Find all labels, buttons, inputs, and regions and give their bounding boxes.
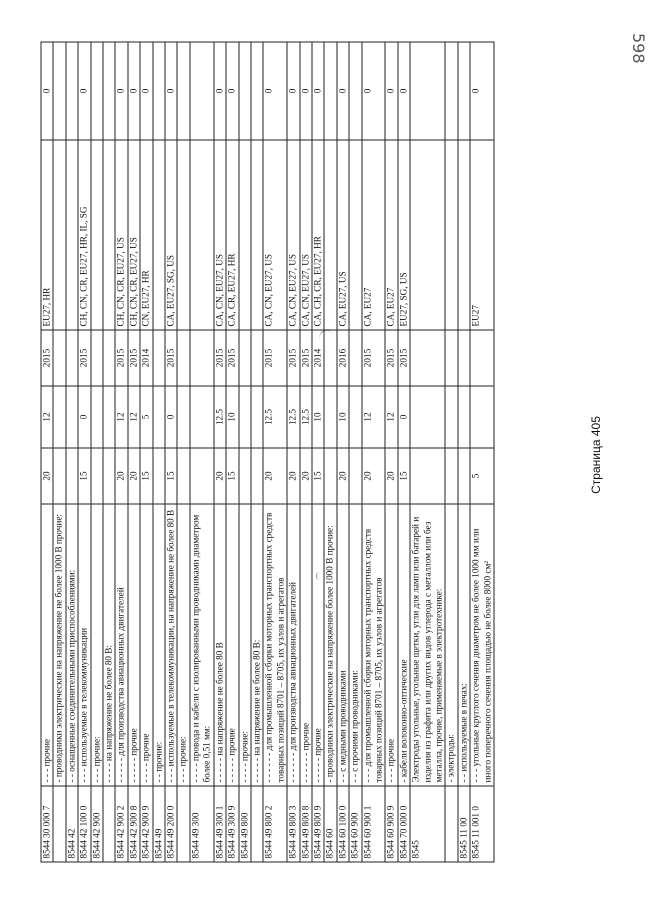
countries-cell: EU27 [470, 140, 494, 330]
rate-cell: 12 [128, 386, 140, 448]
countries-cell: CA, EU27, US [337, 140, 349, 330]
rate-cell [410, 386, 445, 448]
base-rate-cell: 15 [398, 448, 410, 504]
table-row [312, 42, 324, 862]
description-cell: - - используемые в печах: [458, 504, 470, 786]
rate-cell [103, 386, 115, 448]
year-cell [251, 330, 263, 386]
code-cell: 8544 49 800 9 [312, 786, 324, 862]
description-cell: - кабели волоконно-оптические [398, 504, 410, 786]
year-cell: 2015 [287, 330, 299, 386]
base-rate-cell: 20 [362, 448, 386, 504]
description-cell: - - - - - на напряжение не более 80 В [214, 504, 226, 786]
year-cell [177, 330, 189, 386]
final-rate-cell: 0 [398, 42, 410, 140]
rate-cell: 10 [337, 386, 349, 448]
countries-cell: CA, CN, EU27, US [263, 140, 287, 330]
description-cell: - проводники электрические на напряжение не более 1000 В прочие: [53, 504, 65, 786]
countries-cell: CA, EU27, SG, US [165, 140, 177, 330]
base-rate-cell [91, 448, 103, 504]
final-rate-cell [91, 42, 103, 140]
table-row [251, 42, 263, 862]
table-row [263, 42, 287, 862]
description-cell: - - - - - прочие [128, 504, 140, 786]
year-cell [190, 330, 214, 386]
year-cell [324, 330, 336, 386]
final-rate-cell: 0 [165, 42, 177, 140]
description-cell: - - - угольные круглого сечения диаметром не более 1000 мм или иного поперечного сечения площадью не более 8000 см² [470, 504, 494, 786]
rate-cell: 0 [165, 386, 177, 448]
table-row [153, 42, 165, 862]
table-row [41, 42, 53, 862]
description-cell: - - с прочими проводниками: [349, 504, 361, 786]
rate-cell: 12.5 [263, 386, 287, 448]
base-rate-cell [103, 448, 115, 504]
final-rate-cell [66, 42, 78, 140]
base-rate-cell: 15 [78, 448, 90, 504]
final-rate-cell: 0 [312, 42, 324, 140]
rate-cell: 12 [41, 386, 53, 448]
final-rate-cell: 0 [337, 42, 349, 140]
year-cell: 2015 [41, 330, 53, 386]
base-rate-cell: 15 [140, 448, 152, 504]
final-rate-cell: 0 [470, 42, 494, 140]
base-rate-cell: 20 [300, 448, 312, 504]
description-cell: - - - - - прочие [312, 504, 324, 786]
rate-cell: 5 [140, 386, 152, 448]
code-cell: 8544 49 200 0 [165, 786, 177, 862]
table-row [470, 42, 494, 862]
base-rate-cell [66, 448, 78, 504]
countries-cell [324, 140, 336, 330]
base-rate-cell: 15 [226, 448, 238, 504]
base-rate-cell: 15 [312, 448, 324, 504]
base-rate-cell [458, 448, 470, 504]
table-row [349, 42, 361, 862]
final-rate-cell: 0 [78, 42, 90, 140]
code-cell: 8544 49 300 9 [226, 786, 238, 862]
year-cell [66, 330, 78, 386]
year-cell [91, 330, 103, 386]
tariff-table [41, 42, 495, 863]
year-cell: 2015 [362, 330, 386, 386]
table-row [53, 42, 65, 862]
code-cell: 8544 42 100 0 [78, 786, 90, 862]
final-rate-cell: 0 [214, 42, 226, 140]
rate-cell [66, 386, 78, 448]
table-row [165, 42, 177, 862]
rate-cell: 12.5 [287, 386, 299, 448]
code-cell: 8544 60 900 [349, 786, 361, 862]
base-rate-cell [410, 448, 445, 504]
table-row [103, 42, 115, 862]
final-rate-cell [445, 42, 457, 140]
countries-cell [445, 140, 457, 330]
description-cell: - - прочие: [153, 504, 165, 786]
table-row [398, 42, 410, 862]
code-cell: 8544 49 [153, 786, 165, 862]
base-rate-cell [251, 448, 263, 504]
countries-cell [251, 140, 263, 330]
description-cell: - - - - - прочие [226, 504, 238, 786]
year-cell: 2015 [214, 330, 226, 386]
description-cell: - - - - - - для промышленной сборки моторных транспортных средств товарных позиций 8701 – 8705, их узлов и агрегатов [263, 504, 287, 786]
code-cell [445, 786, 457, 862]
description-cell: - - - - - - прочие [300, 504, 312, 786]
table-row [190, 42, 214, 862]
countries-cell: CH, CN, CR, EU27, US [128, 140, 140, 330]
code-cell [177, 786, 189, 862]
countries-cell [153, 140, 165, 330]
year-cell [239, 330, 251, 386]
base-rate-cell [153, 448, 165, 504]
final-rate-cell [410, 42, 445, 140]
base-rate-cell: 15 [165, 448, 177, 504]
countries-cell [190, 140, 214, 330]
year-cell: 2015 [115, 330, 127, 386]
final-rate-cell: 0 [287, 42, 299, 140]
rate-cell: 12 [115, 386, 127, 448]
year-cell: 2016 [337, 330, 349, 386]
table-row [115, 42, 127, 862]
base-rate-cell [324, 448, 336, 504]
year-cell: 2015 [128, 330, 140, 386]
countries-cell [66, 140, 78, 330]
description-cell: - - - - - для производства авиационных двигателей [115, 504, 127, 786]
year-cell: 2015 [165, 330, 177, 386]
base-rate-cell [177, 448, 189, 504]
year-cell [349, 330, 361, 386]
countries-cell: CA, EU27 [362, 140, 386, 330]
page-number-label: Страница 405 [589, 416, 603, 494]
table-row [91, 42, 103, 862]
description-cell: - - - используемые в телекоммуникации, на напряжение не более 80 В [165, 504, 177, 786]
code-cell: 8544 49 800 3 [287, 786, 299, 862]
final-rate-cell: 0 [300, 42, 312, 140]
table-row [177, 42, 189, 862]
rate-cell [349, 386, 361, 448]
countries-cell: CA, CN, EU27, US [214, 140, 226, 330]
description-cell: - электроды: [445, 504, 457, 786]
description-cell: - - - используемые в телекоммуникации [78, 504, 90, 786]
final-rate-cell: 0 [226, 42, 238, 140]
code-cell: 8544 49 800 8 [300, 786, 312, 862]
year-cell: 2015 [78, 330, 90, 386]
base-rate-cell: 20 [214, 448, 226, 504]
description-cell: - - - прочие [385, 504, 397, 786]
countries-cell [53, 140, 65, 330]
base-rate-cell: 20 [287, 448, 299, 504]
code-cell: 8544 49 800 2 [263, 786, 287, 862]
final-rate-cell [190, 42, 214, 140]
rate-cell [324, 386, 336, 448]
table-row [300, 42, 312, 862]
final-rate-cell [324, 42, 336, 140]
table-row [324, 42, 336, 862]
base-rate-cell: 20 [115, 448, 127, 504]
code-cell: 8544 60 900 1 [362, 786, 386, 862]
year-cell: 2015 [385, 330, 397, 386]
base-rate-cell [190, 448, 214, 504]
countries-cell [410, 140, 445, 330]
countries-cell: CH, CN, CR, EU27, US [115, 140, 127, 330]
final-rate-cell [349, 42, 361, 140]
year-cell: 2015 [398, 330, 410, 386]
final-rate-cell: 0 [41, 42, 53, 140]
code-cell: 8545 11 00 [458, 786, 470, 862]
code-cell: 8545 [410, 786, 445, 862]
table-row [410, 42, 445, 862]
code-cell: 8544 60 900 9 [385, 786, 397, 862]
final-rate-cell: 0 [115, 42, 127, 140]
base-rate-cell: 20 [41, 448, 53, 504]
year-cell [445, 330, 457, 386]
year-cell: 2015 [300, 330, 312, 386]
year-cell: 2015 [263, 330, 287, 386]
code-cell: 8544 42 900 8 [128, 786, 140, 862]
year-cell [470, 330, 494, 386]
table-row [128, 42, 140, 862]
rotated-tariff-table-container [41, 43, 596, 863]
table-row [458, 42, 470, 862]
table-row [337, 42, 349, 862]
rate-cell [91, 386, 103, 448]
countries-cell [177, 140, 189, 330]
rate-cell: 12.5 [214, 386, 226, 448]
final-rate-cell: 0 [263, 42, 287, 140]
base-rate-cell: 20 [337, 448, 349, 504]
code-cell [251, 786, 263, 862]
countries-cell: CH, CN, CR, EU27, HR, IL, SG [78, 140, 90, 330]
description-cell: - - - прочие [41, 504, 53, 786]
code-cell [103, 786, 115, 862]
countries-cell [239, 140, 251, 330]
description-cell: Электроды угольные, угольные щетки, угли для ламп или батарей и изделия из графита или других видов углерода с металлом или без металла, прочие, применяемые в электротехнике: [410, 504, 445, 786]
description-cell: - - - - прочие: [239, 504, 251, 786]
table-row [287, 42, 299, 862]
description-cell: - - - - - на напряжение не более 80 В: [251, 504, 263, 786]
year-cell: 2015 [226, 330, 238, 386]
final-rate-cell [53, 42, 65, 140]
countries-cell [458, 140, 470, 330]
code-cell: 8544 49 800 [239, 786, 251, 862]
rate-cell [177, 386, 189, 448]
code-cell: 8544 42 900 2 [115, 786, 127, 862]
final-rate-cell [458, 42, 470, 140]
table-row [140, 42, 152, 862]
description-cell: - - - для промышленной сборки моторных транспортных средств товарных позиций 8701 – 8705, их узлов и агрегатов [362, 504, 386, 786]
final-rate-cell: 0 [128, 42, 140, 140]
table-row [214, 42, 226, 862]
table-row [445, 42, 457, 862]
description-cell: - - - прочие: [91, 504, 103, 786]
countries-cell [91, 140, 103, 330]
rate-cell: 12.5 [300, 386, 312, 448]
rate-cell: 0 [78, 386, 90, 448]
base-rate-cell [53, 448, 65, 504]
countries-cell: CA, CN, EU27, US [287, 140, 299, 330]
base-rate-cell [349, 448, 361, 504]
code-cell: 8544 42 900 [91, 786, 103, 862]
rate-cell: 12 [385, 386, 397, 448]
handwritten-page-stamp: 598 [629, 33, 648, 64]
countries-cell: EU27, HR [41, 140, 53, 330]
code-cell: 8544 49 300 1 [214, 786, 226, 862]
year-cell [103, 330, 115, 386]
description-cell: - - - - на напряжение не более 80 В: [103, 504, 115, 786]
description-cell: - - оснащенные соединительными приспособлениями: [66, 504, 78, 786]
base-rate-cell [445, 448, 457, 504]
year-cell: 2014 [312, 330, 324, 386]
description-cell: - проводники электрические на напряжение более 1000 В прочие: [324, 504, 336, 786]
year-cell [153, 330, 165, 386]
rate-cell [470, 386, 494, 448]
code-cell: 8544 49 300 [190, 786, 214, 862]
code-cell: 8544 42 900 9 [140, 786, 152, 862]
base-rate-cell: 20 [385, 448, 397, 504]
rate-cell [153, 386, 165, 448]
rate-cell [53, 386, 65, 448]
year-cell: 2014 [140, 330, 152, 386]
final-rate-cell [177, 42, 189, 140]
countries-cell: CN, EU27, HR [140, 140, 152, 330]
code-cell: 8544 42 [66, 786, 78, 862]
countries-cell: CA, EU27 [385, 140, 397, 330]
table-row [226, 42, 238, 862]
tariff-table-body [41, 42, 494, 862]
rate-cell: 10 [312, 386, 324, 448]
code-cell: 8545 11 001 0 [470, 786, 494, 862]
code-cell: 8544 30 000 7 [41, 786, 53, 862]
base-rate-cell: 20 [128, 448, 140, 504]
final-rate-cell [153, 42, 165, 140]
rate-cell: 10 [226, 386, 238, 448]
code-cell: 8544 60 [324, 786, 336, 862]
final-rate-cell: 0 [362, 42, 386, 140]
base-rate-cell [239, 448, 251, 504]
description-cell: - - - - прочие [140, 504, 152, 786]
description-cell: - - - - провода и кабели с изолированными проводниками диаметром более 0,51 мм: [190, 504, 214, 786]
table-row [78, 42, 90, 862]
base-rate-cell: 5 [470, 448, 494, 504]
description-cell: - - с медными проводниками [337, 504, 349, 786]
rate-cell: 12 [362, 386, 386, 448]
description-cell: - - - - - - для производства авиационных двигателей [287, 504, 299, 786]
rate-cell [445, 386, 457, 448]
year-cell [53, 330, 65, 386]
table-row [239, 42, 251, 862]
countries-cell: EU27, SG, US [398, 140, 410, 330]
countries-cell: CA, CH, CR, EU27, HR [312, 140, 324, 330]
rate-cell [251, 386, 263, 448]
countries-cell: CA, CR, EU27, HR [226, 140, 238, 330]
rate-cell [190, 386, 214, 448]
rate-cell [458, 386, 470, 448]
description-cell: - - - прочие: [177, 504, 189, 786]
final-rate-cell [251, 42, 263, 140]
code-cell: 8544 60 100 0 [337, 786, 349, 862]
table-row [362, 42, 386, 862]
year-cell [410, 330, 445, 386]
table-row [385, 42, 397, 862]
rate-cell [239, 386, 251, 448]
rate-cell: 0 [398, 386, 410, 448]
code-cell [53, 786, 65, 862]
countries-cell [103, 140, 115, 330]
final-rate-cell: 0 [140, 42, 152, 140]
final-rate-cell [103, 42, 115, 140]
countries-cell [349, 140, 361, 330]
countries-cell: CA, CN, EU27, US [300, 140, 312, 330]
table-row [66, 42, 78, 862]
code-cell: 8544 70 000 0 [398, 786, 410, 862]
final-rate-cell [239, 42, 251, 140]
year-cell [458, 330, 470, 386]
base-rate-cell: 20 [263, 448, 287, 504]
final-rate-cell: 0 [385, 42, 397, 140]
